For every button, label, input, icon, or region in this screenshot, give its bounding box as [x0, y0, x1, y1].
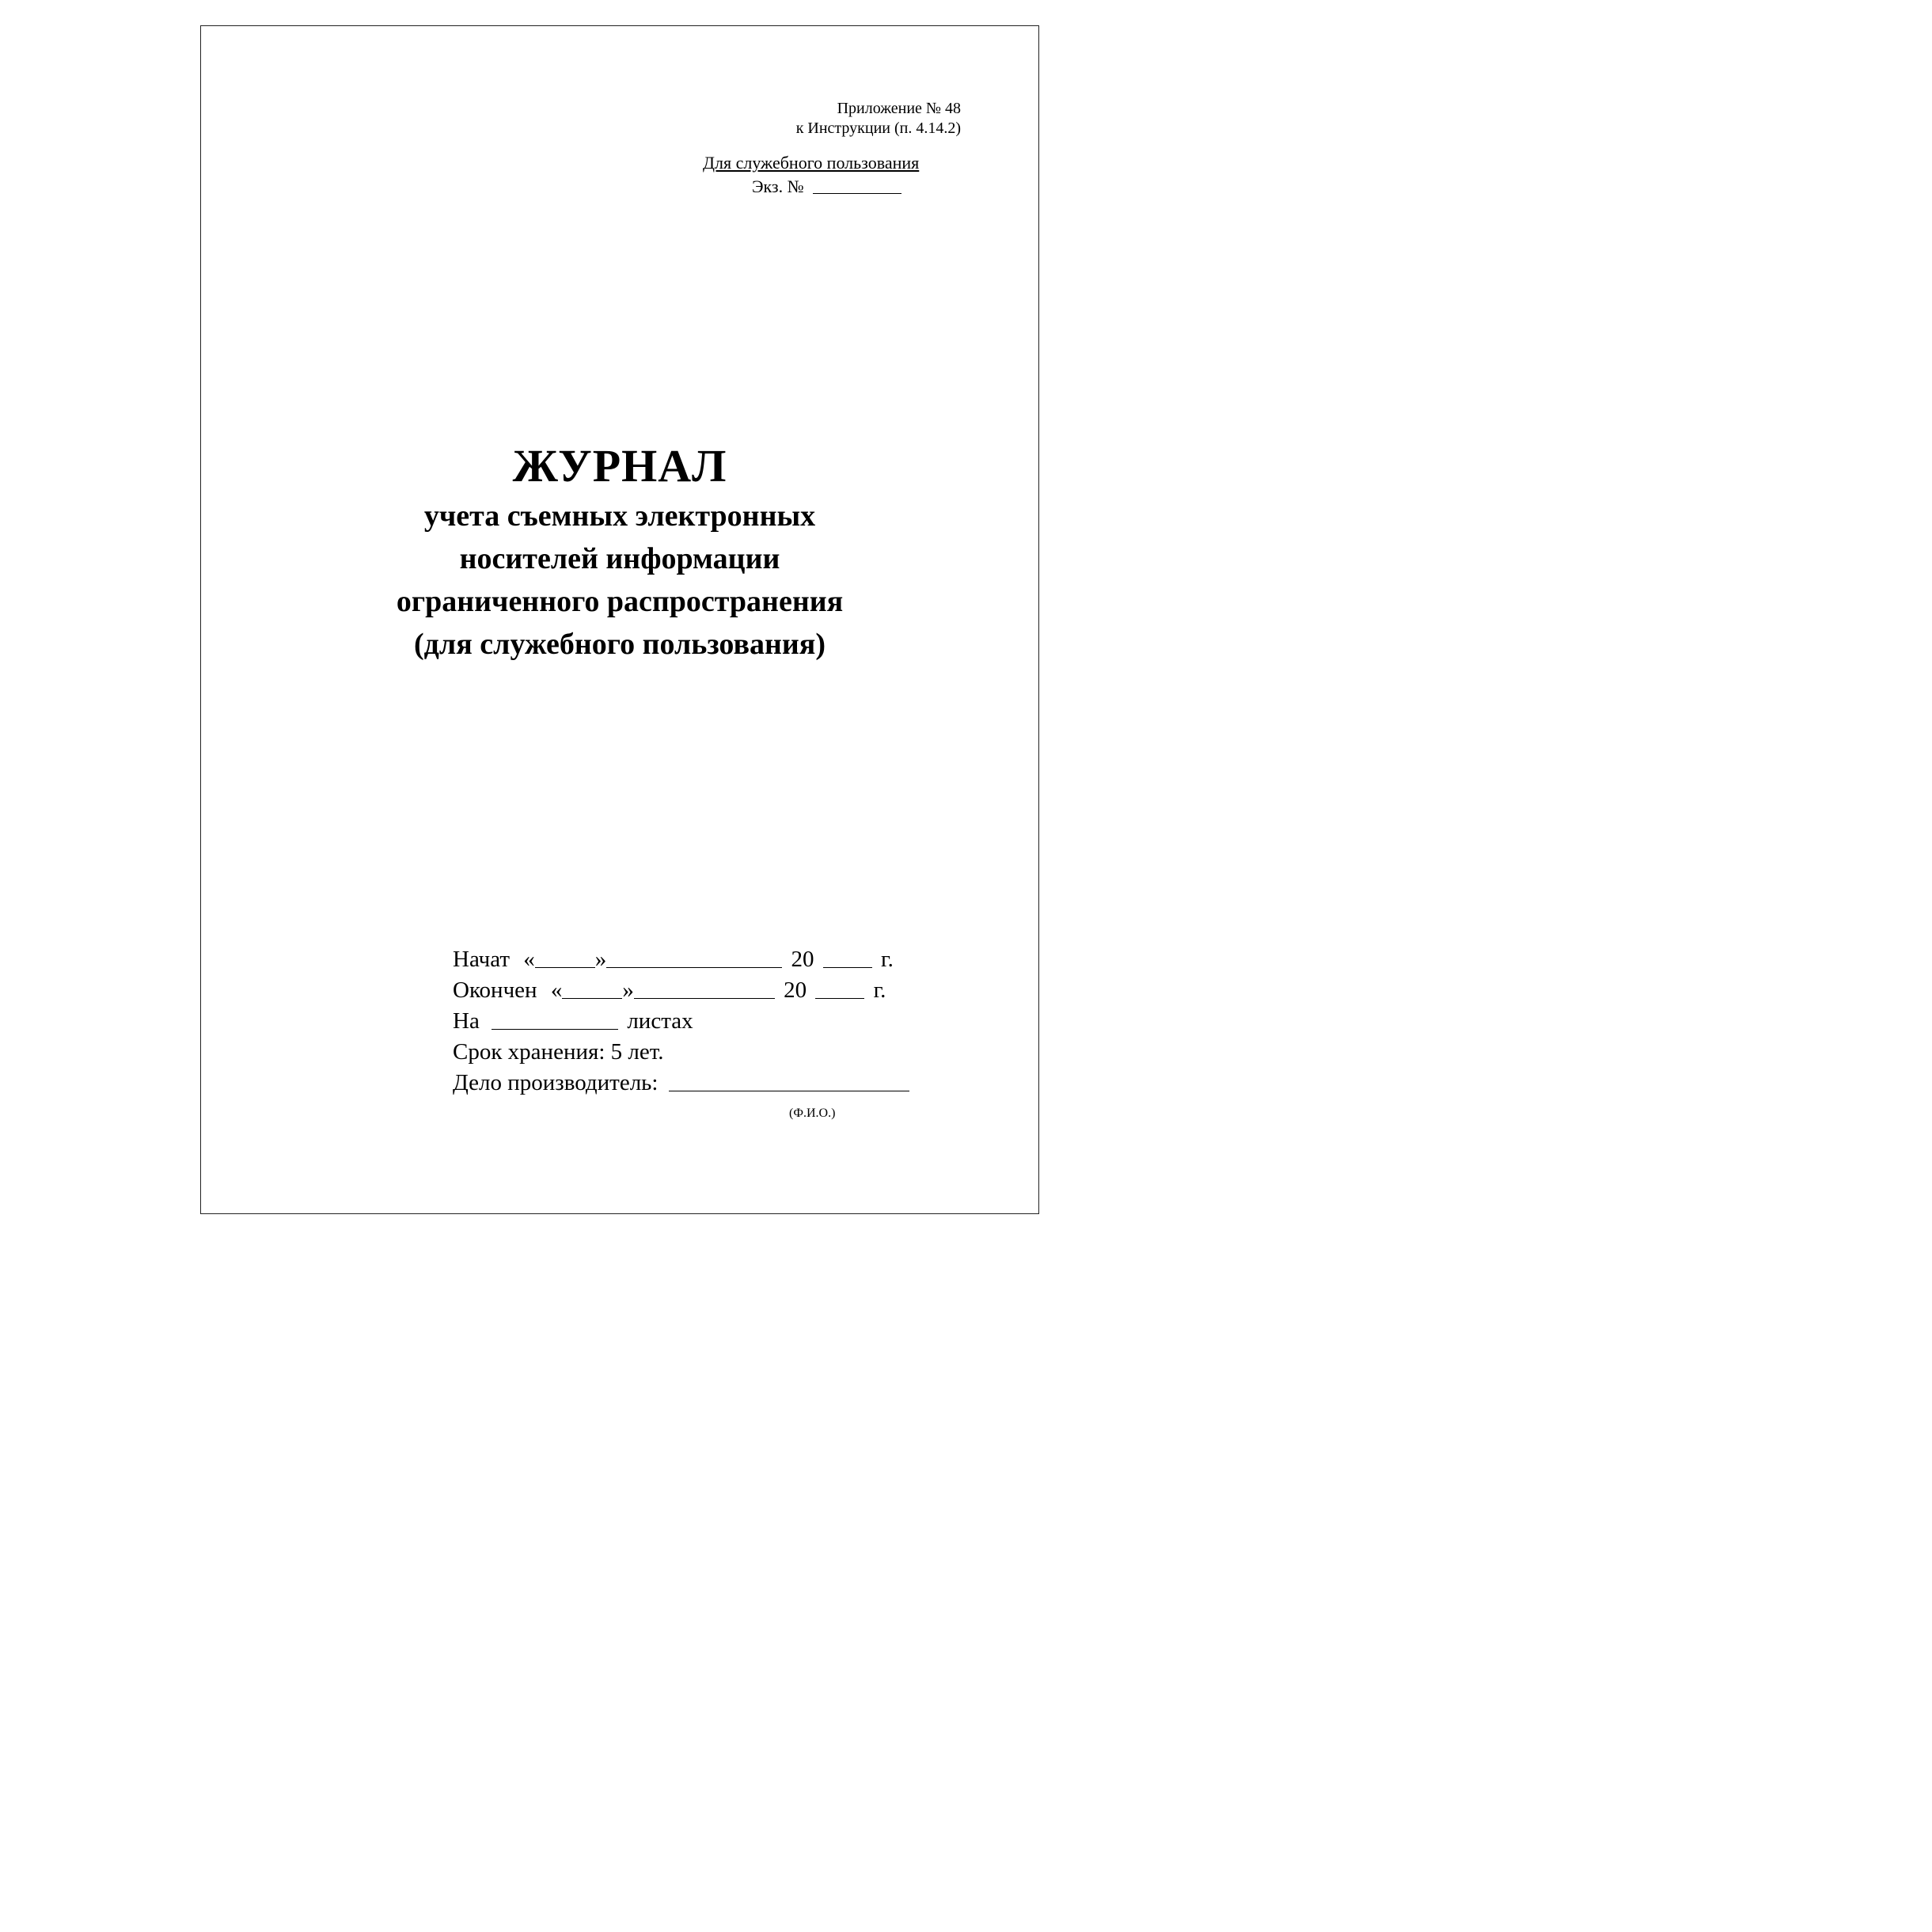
classification-label: Для служебного пользования	[703, 153, 920, 173]
copy-number-line	[752, 176, 901, 197]
sheets-count-blank[interactable]	[492, 1029, 618, 1030]
ended-year-prefix: 20	[784, 977, 807, 1003]
ended-row	[453, 975, 909, 1006]
clerk-row	[453, 1068, 909, 1099]
title-block	[201, 438, 1038, 666]
ended-quote-open: «	[550, 977, 563, 1003]
sheets-row	[453, 1006, 909, 1037]
ended-label: Окончен	[453, 977, 537, 1003]
started-day-blank[interactable]	[535, 967, 595, 968]
appendix-line-2: к Инструкции (п. 4.14.2)	[795, 120, 961, 137]
ended-day-blank[interactable]	[562, 998, 622, 999]
started-year-blank[interactable]	[823, 967, 872, 968]
ended-year-blank[interactable]	[815, 998, 864, 999]
copy-number-label: Экз. №	[752, 176, 804, 196]
ended-quote-close: »	[622, 977, 634, 1003]
sheets-label: На	[453, 1008, 480, 1034]
started-row	[453, 944, 909, 975]
started-quote-open: «	[523, 947, 535, 972]
appendix-line-1: Приложение № 48	[837, 100, 961, 117]
subtitle-line-4: (для служебного пользования)	[414, 628, 826, 661]
started-year-suffix: г.	[881, 947, 894, 972]
subtitle-line-2: носителей информации	[459, 542, 780, 575]
started-year-prefix: 20	[791, 947, 814, 972]
subtitle-line-1: учета съемных электронных	[423, 499, 816, 533]
started-quote-close: »	[594, 947, 607, 972]
ended-year-suffix: г.	[873, 977, 886, 1003]
document-title: ЖУРНАЛ	[512, 440, 727, 492]
appendix-reference	[796, 99, 961, 139]
clerk-label: Дело производитель:	[453, 1070, 659, 1095]
ended-month-blank[interactable]	[634, 998, 775, 999]
clerk-caption: (Ф.И.О.)	[789, 1106, 836, 1120]
retention-text: Срок хранения: 5 лет.	[453, 1039, 664, 1065]
started-label: Начат	[453, 947, 511, 972]
sheets-suffix: листах	[627, 1008, 693, 1034]
retention-row	[453, 1037, 909, 1068]
document-sheet	[200, 25, 1039, 1214]
subtitle-line-3: ограниченного распространения	[396, 585, 844, 618]
started-month-blank[interactable]	[606, 967, 782, 968]
journal-fields	[453, 944, 909, 1099]
copy-number-blank[interactable]	[813, 193, 901, 194]
